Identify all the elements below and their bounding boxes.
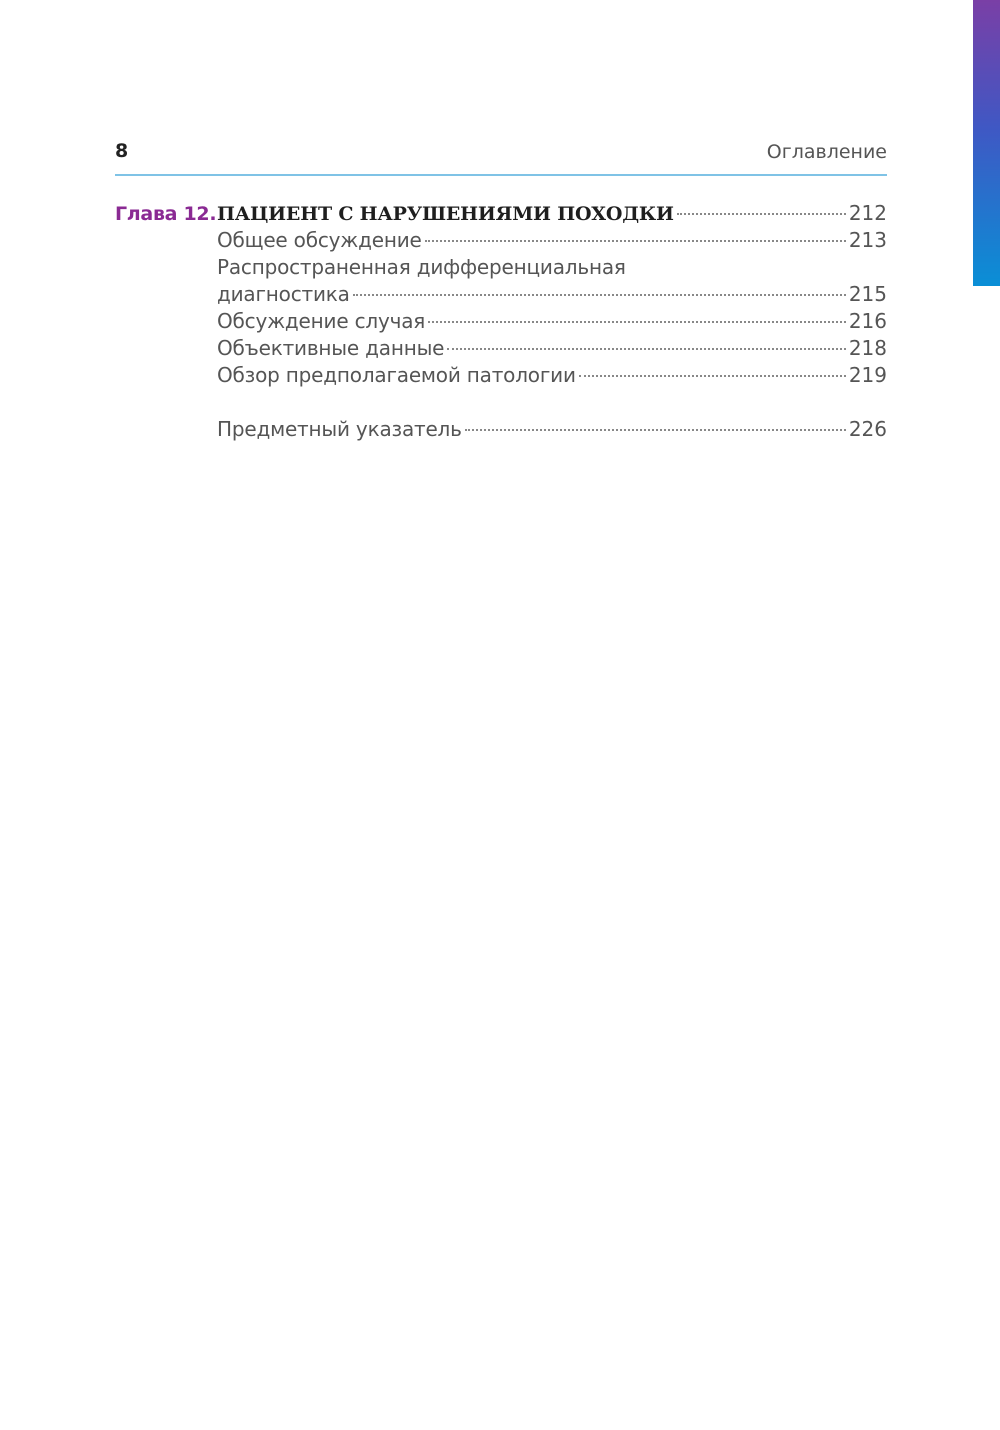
page-ref: 216 <box>848 309 887 333</box>
dot-leader <box>447 348 846 350</box>
side-color-tab <box>973 0 1000 286</box>
page-ref: 215 <box>848 282 887 306</box>
page-ref: 213 <box>848 228 887 252</box>
page-ref: 226 <box>848 417 887 441</box>
entry-text: Распространенная дифференциальная <box>217 255 626 279</box>
toc-entry[interactable] <box>115 227 887 254</box>
page-ref: 218 <box>848 336 887 360</box>
entry-text: Предметный указатель <box>217 417 462 441</box>
toc-index-entry[interactable] <box>115 416 887 443</box>
toc-entry[interactable] <box>115 362 887 389</box>
toc-entry[interactable] <box>115 281 887 308</box>
toc-chapter-row[interactable] <box>115 200 887 227</box>
dot-leader <box>428 321 846 323</box>
dot-leader <box>425 240 846 242</box>
entry-text: Общее обсуждение <box>217 228 422 252</box>
running-title: Оглавление <box>766 141 887 163</box>
chapter-label: Глава 12. <box>115 203 217 225</box>
toc-entry-line1[interactable] <box>115 254 887 281</box>
page-header <box>115 140 887 166</box>
entry-text: Объективные данные <box>217 336 445 360</box>
dot-leader <box>353 294 846 296</box>
page-ref: 212 <box>848 201 887 225</box>
dot-leader <box>677 213 846 215</box>
header-rule <box>115 174 887 176</box>
toc-entry[interactable] <box>115 308 887 335</box>
entry-text: диагностика <box>217 282 350 306</box>
page-ref: 219 <box>848 363 887 387</box>
chapter-title: ПАЦИЕНТ С НАРУШЕНИЯМИ ПОХОДКИ <box>217 203 674 225</box>
dot-leader <box>465 429 846 431</box>
entry-text: Обзор предполагаемой патологии <box>217 363 576 387</box>
toc-entry[interactable] <box>115 335 887 362</box>
table-of-contents <box>115 200 887 443</box>
entry-text: Обсуждение случая <box>217 309 426 333</box>
dot-leader <box>579 375 846 377</box>
page-number: 8 <box>115 140 129 162</box>
